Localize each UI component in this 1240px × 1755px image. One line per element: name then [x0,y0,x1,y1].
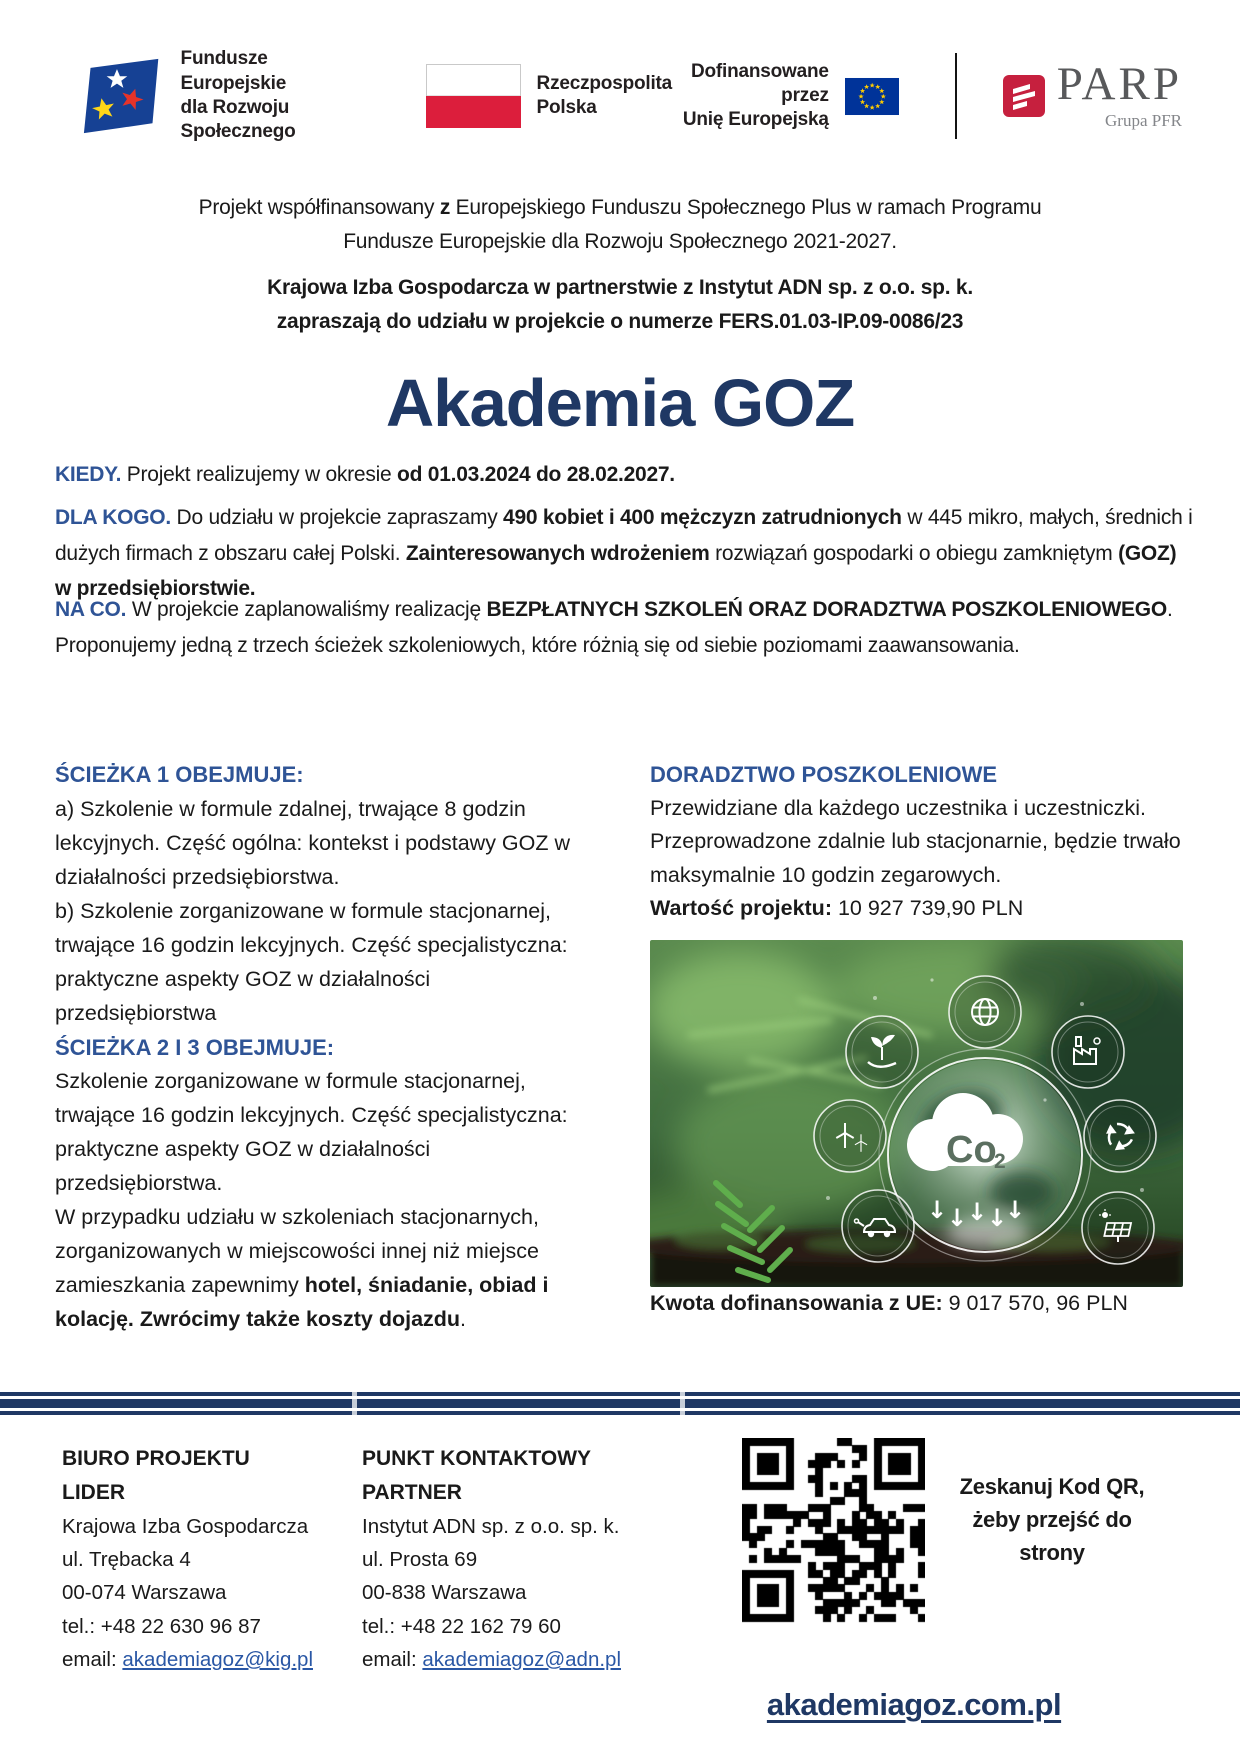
footer-divider [0,1392,1240,1415]
fe-logo-text [181,47,370,144]
contact-org: Instytut ADN sp. z o.o. sp. k. [362,1515,620,1539]
logo-rzeczpospolita-polska [426,64,673,128]
eu-funding-text [672,60,829,133]
recycle-icon [1084,1100,1156,1172]
na-co-text: W projekcie zaplanowaliśmy realizację BEZPŁATNYCH SZKOLEŃ ORAZ DORADZTWA POSZKOLENIOWEGO. Proponujemy jedną z trzech ścieżek szkoleniowych, które różnią się od siebie poziomami zaawansowania. [55,598,1173,657]
office-heading-line2: LIDER [62,1481,125,1505]
website-row [742,1687,1086,1723]
contact-email-row [362,1643,662,1676]
sciezka23-heading: ŚCIEŻKA 2 I 3 OBEJMUJE: [55,1034,335,1060]
svg-text:↓: ↓ [967,1198,988,1227]
divider-seam [352,1392,357,1415]
office-email-label: email: [62,1647,123,1671]
section-kiedy [55,457,1195,493]
eu-funding-amount: Kwota dofinansowania z UE: 9 017 570, 96 PLN [650,1291,1128,1316]
sprout-hand-icon [846,1016,918,1088]
svg-text:↓: ↓ [947,1204,968,1233]
eco-co2-image [650,940,1183,1287]
contact-heading-line1: PUNKT KONTAKTOWY [362,1447,592,1470]
doradztwo-body: Przewidziane dla każdego uczestnika i uczestniczki. Przeprowadzone zdalnie lub stacjonarnie, będzie trwało maksymalnie 10 godzin zegarowych. [650,796,1181,887]
parp-wordmark: PARP [1056,58,1182,110]
office-email-row [62,1643,352,1676]
contact-phone: tel.: +48 22 162 79 60 [362,1614,561,1638]
contact-email-link[interactable]: akademiagoz@adn.pl [422,1647,621,1671]
parp-group-label: Grupa PFR [1105,111,1182,130]
na-co-label: NA CO. [55,598,127,621]
eu-funding-line1: Dofinansowane przez [690,60,829,106]
contact-city: 00-838 Warszawa [362,1581,527,1605]
right-column [650,758,1185,1321]
factory-icon [1052,1016,1124,1088]
qr-caption: Zeskanuj Kod QR, żeby przejść do strony [959,1474,1145,1565]
pl-logo-text [537,72,673,121]
section-dla-kogo [55,500,1195,607]
website-link[interactable]: akademiagoz.com.pl [766,1687,1062,1722]
partners-paragraph: Krajowa Izba Gospodarcza w partnerstwie z Instytut ADN sp. z o.o. sp. k. zapraszają do udziału w projekcie o numerze FERS.01.03-IP.09-0086/23 [267,276,973,334]
svg-text:↓: ↓ [927,1196,948,1225]
svg-text:↓: ↓ [1005,1196,1026,1225]
accommodation-paragraph: W przypadku udziału w szkoleniach stacjonarnych, zorganizowanych w miejscowości innej niż miejsce zamieszkania zapewnimy hotel, śniadanie, obiad i kolację. Zwrócimy także koszty dojazdu. [55,1205,549,1332]
wind-turbine-icon [814,1100,886,1172]
office-org: Krajowa Izba Gospodarcza [62,1515,309,1539]
qr-code [742,1438,925,1626]
pl-logo-line2: Polska [536,97,597,118]
project-value: Wartość projektu: 10 927 739,90 PLN [650,896,1024,921]
section-na-co [55,592,1195,663]
office-heading-line1: BIURO PROJEKTU [62,1447,250,1470]
doradztwo-heading: DORADZTWO POSZKOLENIOWE [650,762,998,787]
header-divider-line [955,53,957,139]
logo-parp [1003,58,1182,131]
fe-flag-icon [74,50,167,142]
svg-text:↓: ↓ [987,1204,1008,1233]
kiedy-label: KIEDY. [55,463,122,486]
sciezka23-body: Szkolenie zorganizowane w formule stacjonarnej, trwające 16 godzin lekcyjnych. Część specjalistyczna: praktyczne aspekty GOZ w działalności przedsiębiorstwa. [55,1069,568,1196]
eu-flag-icon [845,74,899,119]
office-phone: tel.: +48 22 630 96 87 [62,1614,261,1638]
eu-funding-line2: Unię Europejską [682,109,829,131]
contact-point-block [362,1442,662,1676]
parp-text-block [1056,58,1182,131]
office-street: ul. Trębacka 4 [62,1548,191,1572]
logo-eu-funding [672,60,899,133]
dla-kogo-text: Do udziału w projekcie zapraszamy 490 kobiet i 400 mężczyzn zatrudnionych w 445 mikro, małych, średnich i dużych firmach z obszaru całej Polski. Zainteresowanych wdrożeniem rozwiązań gospodarki o obiegu zamkniętym (GOZ) w przedsiębiorstwie. [55,506,1193,601]
contact-street: ul. Prosta 69 [362,1548,478,1572]
project-office-block [62,1442,352,1676]
office-email-link[interactable]: akademiagoz@kig.pl [122,1647,313,1671]
globe-icon [949,976,1021,1048]
poland-flag-icon [426,64,521,128]
contact-email-label: email: [362,1647,423,1671]
office-city: 00-074 Warszawa [62,1581,227,1605]
page-title: Akademia GOZ [385,365,855,441]
left-column [55,758,575,1337]
fe-logo-line1: Fundusze Europejskie [180,48,287,94]
co2-subscript: 2 [994,1150,1006,1174]
co2-label: Co [946,1129,997,1172]
fe-logo-line2: dla Rozwoju Społecznego [180,97,296,143]
contact-heading-line2: PARTNER [362,1481,462,1505]
cofinance-paragraph: Projekt współfinansowany z Europejskiego Funduszu Społecznego Plus w ramach Programu Fundusze Europejskie dla Rozwoju Społecznego 2021-2027. [198,196,1042,254]
dla-kogo-label: DLA KOGO. [55,506,171,529]
electric-car-icon [842,1190,914,1262]
solar-panel-icon [1082,1192,1154,1264]
pl-logo-line1: Rzeczpospolita [536,72,673,94]
divider-seam [680,1392,685,1415]
kiedy-text: Projekt realizujemy w okresie od 01.03.2024 do 28.02.2027. [121,463,675,486]
parp-mark-icon [1003,75,1045,117]
logo-fundusze-europejskie [74,47,370,144]
sciezka1-body: a) Szkolenie w formule zdalnej, trwające 8 godzin lekcyjnych. Część ogólna: kontekst i podstawy GOZ w działalności przedsiębiorstwa. b) Szkolenie zorganizowane w formule stacjonarnej, trwające 16 godzin lekcyjnych. Część specjalistyczna: praktyczne aspekty GOZ w działalności przedsiębiorstwa [55,796,571,1025]
sciezka1-heading: ŚCIEŻKA 1 OBEJMUJE: [55,762,304,787]
header-logos [74,44,1182,148]
